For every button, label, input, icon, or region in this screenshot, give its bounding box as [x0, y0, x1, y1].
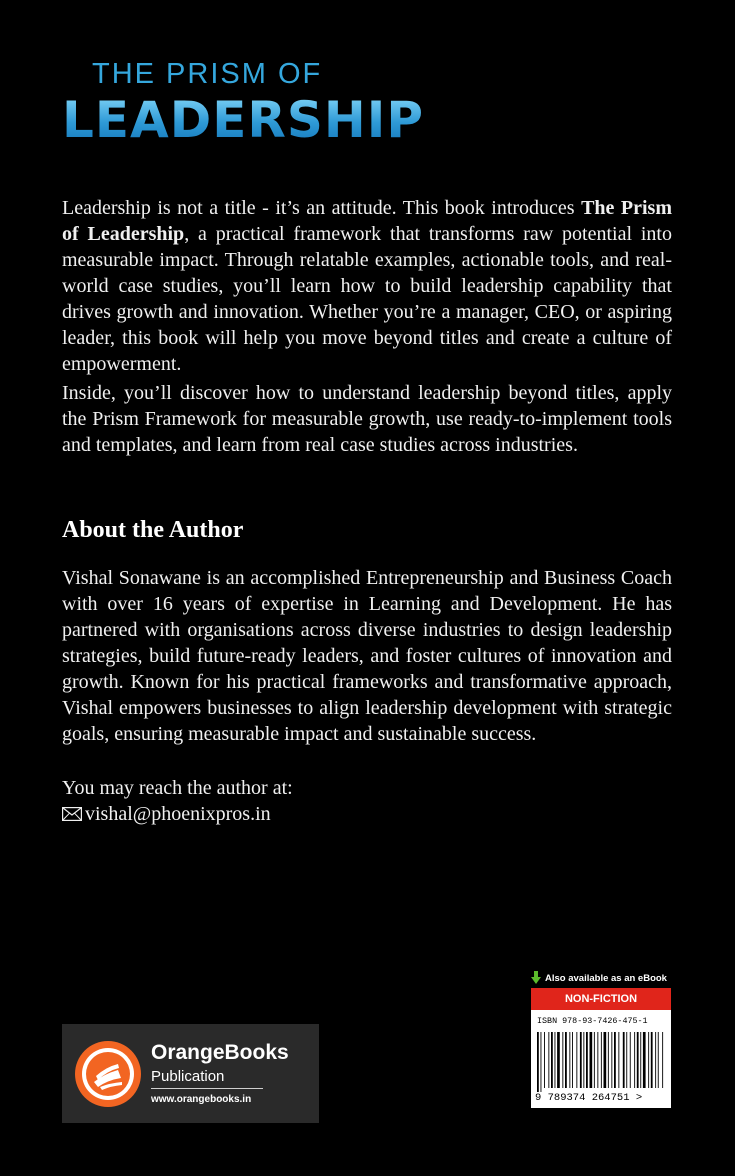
intro-text-2: , a practical framework that transforms raw potential into measurable impact. Through relatable examples, actionable tools, and real- world case studies, you’ll learn how to build leadership capability that drives growth and innovation. Whether you’re a manager, CEO, or aspiring leader, this book will help you move beyond titles and create a culture of empowerment.	[62, 223, 672, 375]
barcode-bar	[562, 1032, 563, 1088]
barcode-bar	[604, 1032, 607, 1088]
barcode-bar	[634, 1032, 635, 1088]
barcode-bar	[580, 1032, 582, 1088]
ebook-note	[531, 970, 671, 986]
barcode-bar	[601, 1032, 602, 1088]
mail-icon	[62, 807, 82, 821]
title-line-2: LEADERSHIP	[62, 91, 424, 149]
barcode-bar	[548, 1032, 549, 1088]
email-row	[62, 801, 293, 827]
barcode-bar	[618, 1032, 619, 1088]
barcode-bar	[586, 1032, 588, 1088]
genre-label: NON-FICTION	[531, 988, 671, 1010]
barcode-bar	[648, 1032, 649, 1088]
barcode-bar	[626, 1032, 627, 1088]
book-title	[62, 58, 424, 149]
barcode-bar	[614, 1032, 616, 1088]
isbn-text: ISBN 978-93-7426-475-1	[537, 1016, 648, 1026]
inside-paragraph: Inside, you’ll discover how to understand leadership beyond titles, apply the Prism Framework for measurable growth, use ready-to-implement tools and templates, and learn from real case studies across industries.	[62, 382, 672, 456]
author-bio: Vishal Sonawane is an accomplished Entrepreneurship and Business Coach with over 16 years of expertise in Learning and Development. He has partnered with organisations across diverse industries to design leadership strategies, build future-ready leaders, and foster cultures of innovation and growth. Known for his practical frameworks and transformative approach, Vishal empowers businesses to align leadership development with strategic goals, ensuring measurable impact and sustainable success.	[62, 567, 672, 745]
barcode-bar	[630, 1032, 631, 1088]
barcode-bar	[537, 1032, 539, 1092]
barcode-bar	[597, 1032, 598, 1088]
barcode-bar	[658, 1032, 659, 1088]
barcode-bar	[569, 1032, 570, 1088]
intro-text-1: Leadership is not a title - it’s an attitude. This book introduces	[62, 197, 582, 219]
isbn-block	[531, 970, 671, 1108]
title-line-1: THE PRISM OF	[92, 58, 323, 90]
barcode-bar	[594, 1032, 595, 1088]
publisher-url: www.orangebooks.in	[151, 1094, 252, 1105]
publisher-name: OrangeBooks	[151, 1041, 289, 1064]
barcode-bar	[572, 1032, 573, 1088]
about-heading: About the Author	[62, 517, 244, 543]
barcode	[531, 1010, 671, 1108]
contact-label: You may reach the author at:	[62, 777, 293, 799]
barcode-bar	[541, 1032, 542, 1092]
ebook-note-text: Also available as an eBook	[545, 972, 667, 984]
barcode-bar	[557, 1032, 560, 1088]
author-email[interactable]: vishal@phoenixpros.in	[85, 803, 271, 825]
intro-bold-title: The Prism of Leadership	[62, 197, 673, 245]
barcode-bar	[565, 1032, 567, 1088]
isbn-digits: 9 789374 264751 >	[535, 1092, 643, 1104]
barcode-bar	[608, 1032, 609, 1088]
publisher-sub: Publication	[151, 1069, 263, 1089]
barcode-bar	[637, 1032, 639, 1088]
barcode-bar	[643, 1032, 646, 1088]
barcode-bar	[623, 1032, 625, 1088]
intro-paragraph	[62, 195, 672, 377]
barcode-bar	[590, 1032, 593, 1088]
barcode-bar	[544, 1032, 545, 1088]
barcode-bar	[655, 1032, 656, 1088]
barcode-bar	[640, 1032, 641, 1088]
barcode-bar	[576, 1032, 577, 1088]
barcode-bar	[651, 1032, 653, 1088]
publisher-logo-icon	[74, 1040, 142, 1108]
publisher-logo-box	[62, 1024, 319, 1123]
contact-block	[62, 775, 293, 827]
barcode-bar	[555, 1032, 556, 1088]
barcode-bar	[583, 1032, 584, 1088]
barcode-bar	[662, 1032, 663, 1088]
barcode-bar	[551, 1032, 553, 1088]
barcode-bar	[611, 1032, 612, 1088]
download-arrow-icon	[531, 971, 541, 985]
barcode-bars	[537, 1032, 665, 1092]
